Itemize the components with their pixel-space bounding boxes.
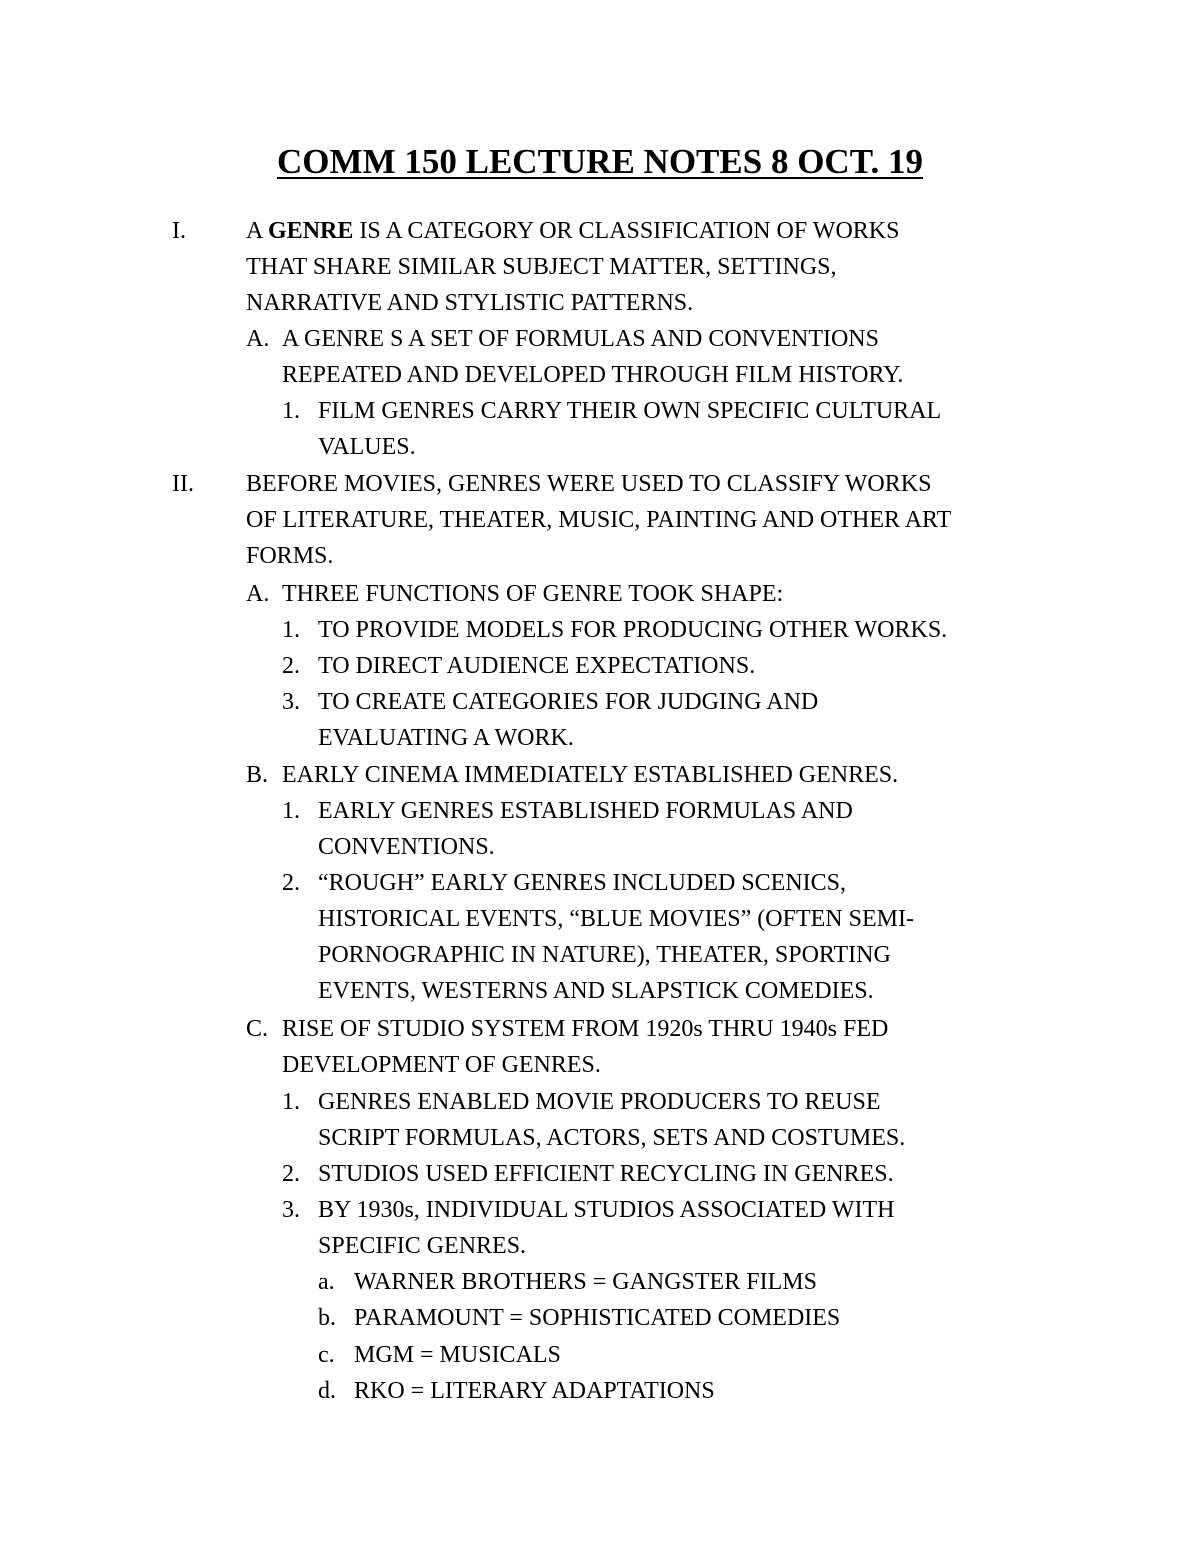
outline-text-line: NARRATIVE AND STYLISTIC PATTERNS.	[246, 290, 694, 316]
outline-label: c.	[318, 1342, 335, 1368]
outline-label: a.	[318, 1269, 335, 1295]
outline-text-line: TO DIRECT AUDIENCE EXPECTATIONS.	[318, 653, 756, 679]
outline-label: 2.	[282, 653, 300, 679]
outline-label: 1.	[282, 798, 300, 824]
outline-label: A.	[246, 581, 270, 607]
outline-text-line: THREE FUNCTIONS OF GENRE TOOK SHAPE:	[282, 581, 784, 607]
outline-text-line: PARAMOUNT = SOPHISTICATED COMEDIES	[354, 1305, 841, 1331]
outline-text-line: A GENRE S A SET OF FORMULAS AND CONVENTIONS	[282, 326, 879, 352]
outline-text-line: EARLY CINEMA IMMEDIATELY ESTABLISHED GENRES.	[282, 762, 899, 788]
outline-text-line: EVENTS, WESTERNS AND SLAPSTICK COMEDIES.	[318, 978, 874, 1004]
outline-label: 2.	[282, 1161, 300, 1187]
outline-label: 1.	[282, 1089, 300, 1115]
outline-text-line: CONVENTIONS.	[318, 834, 495, 860]
outline-label: 2.	[282, 870, 300, 896]
outline-text-line	[246, 213, 899, 249]
outline-label: B.	[246, 762, 269, 788]
bold-term: GENRE	[268, 218, 354, 244]
outline-text-line: STUDIOS USED EFFICIENT RECYCLING IN GENRES.	[318, 1161, 894, 1187]
outline-text-line: FILM GENRES CARRY THEIR OWN SPECIFIC CULTURAL	[318, 398, 942, 424]
outline-text-line: OF LITERATURE, THEATER, MUSIC, PAINTING AND OTHER ART	[246, 507, 952, 533]
outline-text-line: “ROUGH” EARLY GENRES INCLUDED SCENICS,	[318, 870, 847, 896]
text-run: IS A CATEGORY OR CLASSIFICATION OF WORKS	[353, 218, 900, 244]
outline-label: d.	[318, 1378, 336, 1404]
outline-label: C.	[246, 1016, 269, 1042]
outline-text-line: WARNER BROTHERS = GANGSTER FILMS	[354, 1269, 817, 1295]
outline-text-line: SCRIPT FORMULAS, ACTORS, SETS AND COSTUMES.	[318, 1125, 906, 1151]
outline-text-line: BY 1930s, INDIVIDUAL STUDIOS ASSOCIATED WITH	[318, 1197, 895, 1223]
outline-label: 3.	[282, 689, 300, 715]
outline-text-line: REPEATED AND DEVELOPED THROUGH FILM HISTORY.	[282, 362, 904, 388]
outline-label: b.	[318, 1305, 336, 1331]
outline-label: 1.	[282, 398, 300, 424]
outline-text-line: THAT SHARE SIMILAR SUBJECT MATTER, SETTINGS,	[246, 254, 837, 280]
outline-text-line: PORNOGRAPHIC IN NATURE), THEATER, SPORTING	[318, 942, 891, 968]
outline-text-line: MGM = MUSICALS	[354, 1342, 561, 1368]
outline-text-line: TO CREATE CATEGORIES FOR JUDGING AND	[318, 689, 819, 715]
outline-text-line: EARLY GENRES ESTABLISHED FORMULAS AND	[318, 798, 853, 824]
text-run: A	[246, 218, 269, 244]
outline-text-line: TO PROVIDE MODELS FOR PRODUCING OTHER WORKS.	[318, 617, 948, 643]
page-title: COMM 150 LECTURE NOTES 8 OCT. 19	[277, 142, 923, 181]
outline-label: II.	[172, 471, 194, 497]
outline-text-line: VALUES.	[318, 434, 416, 460]
outline-text-line: FORMS.	[246, 543, 334, 569]
outline-text-line: RKO = LITERARY ADAPTATIONS	[354, 1378, 715, 1404]
outline-label: 3.	[282, 1197, 300, 1223]
outline-text-line: HISTORICAL EVENTS, “BLUE MOVIES” (OFTEN SEMI-	[318, 906, 914, 932]
outline-text-line: DEVELOPMENT OF GENRES.	[282, 1052, 601, 1078]
outline-label: 1.	[282, 617, 300, 643]
outline-text-line: EVALUATING A WORK.	[318, 725, 574, 751]
outline-text-line: GENRES ENABLED MOVIE PRODUCERS TO REUSE	[318, 1089, 881, 1115]
outline-text-line: RISE OF STUDIO SYSTEM FROM 1920s THRU 1940s FED	[282, 1016, 889, 1042]
outline-text-line: SPECIFIC GENRES.	[318, 1233, 527, 1259]
outline-text-line: BEFORE MOVIES, GENRES WERE USED TO CLASSIFY WORKS	[246, 471, 932, 497]
outline-label: I.	[172, 218, 186, 244]
outline-label: A.	[246, 326, 270, 352]
